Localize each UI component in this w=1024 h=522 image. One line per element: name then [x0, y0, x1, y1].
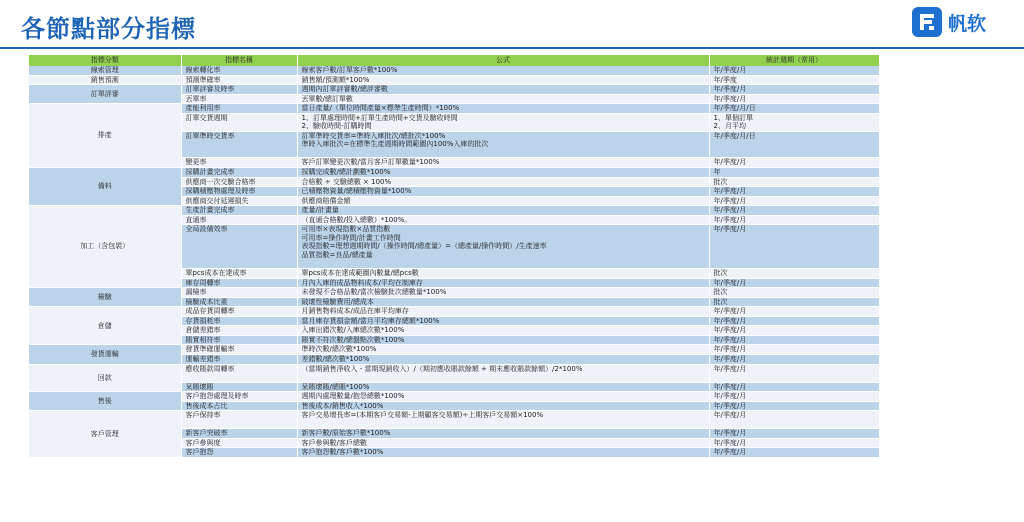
formula-line: 當日產量/（單位時間產量×標準生產時間）*100%: [301, 104, 460, 113]
category-cell: 銷售預測: [29, 75, 181, 85]
period-cell: [709, 316, 879, 326]
formula-line: 表現指數=理想週期時間/（操作時間/總產量）=（總產量/操作時間）/生產速率: [301, 242, 547, 251]
indicator-name-cell: 客戶抱怨: [181, 448, 297, 458]
period-line: 年/季度/月: [713, 335, 747, 344]
category-cell: 回款: [29, 364, 181, 392]
period-line: 批次: [713, 269, 728, 278]
period-line: 2、月平均: [713, 122, 746, 131]
indicator-name-cell: 倉儲差錯率: [181, 326, 297, 336]
category-cell: 線索管理: [29, 66, 181, 75]
period-line: 年/季度/月: [713, 438, 747, 447]
formula-line: 售後成本/銷售收入*100%: [301, 401, 384, 410]
formula-line: 單pcs成本在達成範圍內數量/總pcs數: [301, 269, 419, 278]
brand-name: 帆软: [948, 12, 987, 35]
period-line: 年/季度/月: [713, 448, 747, 457]
formula-cell: [297, 411, 709, 429]
indicator-name-cell: 客戶抱怨處理及時率: [181, 392, 297, 402]
period-line: 年/季度/月: [713, 364, 747, 373]
period-line: 年/季度/月: [713, 401, 747, 410]
period-line: 批次: [713, 177, 728, 186]
indicator-name-cell: 預測準確率: [181, 75, 297, 85]
indicator-name-cell: 變更率: [181, 158, 297, 168]
indicator-name-cell: 發貨準確運輸率: [181, 345, 297, 355]
period-cell: [709, 335, 879, 345]
formula-cell: [297, 448, 709, 458]
formula-cell: [297, 225, 709, 269]
period-line: 年/季度/月: [713, 196, 747, 205]
formula-cell: [297, 307, 709, 317]
indicator-name-cell: 直通率: [181, 215, 297, 225]
formula-line: 產量/計畫量: [301, 206, 339, 215]
formula-cell: [297, 94, 709, 104]
period-line: 年/季度/月: [713, 85, 747, 94]
period-line: 年/季度/月: [713, 429, 747, 438]
indicator-name-cell: 全局設備效率: [181, 225, 297, 269]
table-row: [29, 104, 879, 114]
period-cell: [709, 215, 879, 225]
period-cell: [709, 177, 879, 187]
indicator-table: [29, 55, 880, 458]
formula-cell: [297, 288, 709, 298]
period-line: 年/季度/月: [713, 392, 747, 401]
formula-line: 丟單數/總訂單數: [301, 94, 353, 103]
formula-line: 可用率×表現指數×品質指數: [301, 225, 391, 234]
formula-line: 品質指數=良品/總產量: [301, 250, 373, 259]
period-line: 年/季度/月: [713, 326, 747, 335]
formula-line: 當月庫存貨損金額/當月平均庫存總額*100%: [301, 316, 440, 325]
period-cell: [709, 104, 879, 114]
formula-line: 訂單準時交貨率=準時入庫批次/總批次*100%: [301, 131, 446, 140]
formula-line: 已積壓物資量/總積壓物資量*100%: [301, 187, 412, 196]
period-cell: [709, 364, 879, 382]
period-line: 年/季度/月: [713, 411, 747, 420]
indicator-name-cell: 售後成本占比: [181, 401, 297, 411]
indicator-name-cell: 呆賬壞賬: [181, 382, 297, 392]
table-row: [29, 206, 879, 216]
period-cell: [709, 438, 879, 448]
formula-cell: [297, 297, 709, 307]
period-line: 年/季度/月: [713, 382, 747, 391]
period-line: 年/季度/月: [713, 94, 747, 103]
category-cell: 發貨運輸: [29, 345, 181, 364]
category-cell: 倉儲: [29, 307, 181, 345]
formula-cell: [297, 269, 709, 279]
formula-cell: [297, 354, 709, 364]
formula-cell: [297, 429, 709, 439]
indicator-name-cell: 庫存周轉率: [181, 278, 297, 288]
indicator-name-cell: 採購計畫完成率: [181, 168, 297, 178]
period-cell: [709, 297, 879, 307]
formula-cell: [297, 316, 709, 326]
period-line: 年/季度/月: [713, 316, 747, 325]
formula-cell: [297, 206, 709, 216]
period-cell: [709, 168, 879, 178]
period-cell: [709, 411, 879, 429]
indicator-name-cell: 運輸差錯率: [181, 354, 297, 364]
indicator-name-cell: 丟單率: [181, 94, 297, 104]
period-cell: [709, 206, 879, 216]
indicator-name-cell: 成品存貨周轉率: [181, 307, 297, 317]
indicator-name-cell: 應收賬款周轉率: [181, 364, 297, 382]
category-cell: 客戶管理: [29, 411, 181, 458]
indicator-name-cell: 新客戶突破率: [181, 429, 297, 439]
indicator-name-cell: 供應商一次交驗合格率: [181, 177, 297, 187]
formula-cell: [297, 326, 709, 336]
formula-cell: [297, 278, 709, 288]
formula-cell: [297, 364, 709, 382]
period-cell: [709, 75, 879, 85]
period-cell: [709, 131, 879, 158]
fanruan-logo-icon: [912, 7, 942, 37]
period-cell: [709, 269, 879, 279]
period-cell: [709, 382, 879, 392]
indicator-name-cell: 線索轉化率: [181, 66, 297, 75]
formula-line: 月銷售物料成本/成品在庫平均庫存: [301, 307, 409, 316]
table-row: [29, 307, 879, 317]
brand-logo: [912, 5, 986, 39]
formula-cell: [297, 215, 709, 225]
table-row: [29, 75, 879, 85]
formula-cell: [297, 66, 709, 75]
period-cell: [709, 85, 879, 95]
column-header: 指標名稱: [181, 55, 297, 66]
indicator-name-cell: 存貨損耗率: [181, 316, 297, 326]
formula-line: 未發現不合格品數/當次檢驗批次總數量*100%: [301, 288, 447, 297]
indicator-name-cell: 檢驗成本比重: [181, 297, 297, 307]
formula-line: 採購完成數/總計劃數*100%: [301, 168, 391, 177]
formula-line: 準時次數/總次數*100%: [301, 345, 377, 354]
category-cell: 排產: [29, 104, 181, 168]
formula-cell: [297, 104, 709, 114]
period-line: 批次: [713, 297, 728, 306]
period-cell: [709, 326, 879, 336]
formula-line: 可用率=操作時間/計畫工作時間: [301, 233, 401, 242]
category-cell: 檢驗: [29, 288, 181, 307]
formula-line: 客戶參與數/客戶總數: [301, 438, 367, 447]
period-cell: [709, 429, 879, 439]
formula-line: 供應商賠償金額: [301, 196, 351, 205]
formula-line: （直通合格數/投入總數）*100%。: [301, 215, 412, 224]
formula-line: 客戶抱怨數/客戶數*100%: [301, 448, 384, 457]
period-line: 年/季度/月: [713, 187, 747, 196]
period-cell: [709, 113, 879, 131]
period-line: 年/季度/月: [713, 278, 747, 287]
formula-line: [302, 373, 709, 382]
formula-cell: [297, 131, 709, 158]
period-line: 1、單個訂單: [713, 113, 753, 122]
period-cell: [709, 158, 879, 168]
table-row: [29, 411, 879, 429]
formula-line: 線索客戶數/訂單客戶數*100%: [301, 66, 398, 74]
period-line: 年/季度/月: [713, 345, 747, 354]
table-row: [29, 392, 879, 402]
indicator-name-cell: 產能利用率: [181, 104, 297, 114]
period-cell: [709, 187, 879, 197]
indicator-name-cell: 供應商交付延遲損失: [181, 196, 297, 206]
formula-cell: [297, 85, 709, 95]
formula-line: 週期內訂單評審數/總評審數: [301, 85, 388, 94]
period-line: 年/季度: [713, 75, 737, 84]
table-row: [29, 85, 879, 95]
indicator-name-cell: 漏檢率: [181, 288, 297, 298]
page-title: 各節點部分指標: [21, 15, 196, 43]
formula-line: 週期內處理數量/抱怨總數*100%: [301, 392, 405, 401]
column-header: 公式: [297, 55, 709, 66]
formula-line: 客戶交易增長率=(本期客戶交易額-上期顧客交易額)÷上期客戶交易額×100%: [301, 411, 544, 420]
period-cell: [709, 448, 879, 458]
period-line: 年: [713, 168, 721, 177]
formula-line: [302, 259, 709, 268]
indicator-name-cell: 客戶參與度: [181, 438, 297, 448]
indicator-name-cell: 訂單評審及時率: [181, 85, 297, 95]
period-line: 年/季度/月: [713, 206, 747, 215]
indicator-name-cell: 生產計畫完成率: [181, 206, 297, 216]
formula-line: 準時入庫批次=在標準生產週期時間範圍內100%入庫的批次: [301, 140, 489, 149]
period-line: 批次: [713, 288, 728, 297]
formula-cell: [297, 158, 709, 168]
period-line: 年/季度/月/日: [713, 131, 756, 140]
period-line: 年/季度/月: [713, 158, 747, 167]
period-line: 年/季度/月: [713, 307, 747, 316]
period-cell: [709, 345, 879, 355]
indicator-name-cell: 訂單準時交貨率: [181, 131, 297, 158]
indicator-name-cell: 客戶保持率: [181, 411, 297, 429]
formula-line: 客戶訂單變更次數/當月客戶訂單數量*100%: [301, 158, 440, 167]
formula-cell: [297, 177, 709, 187]
formula-cell: [297, 392, 709, 402]
formula-line: 2、驗收時間-訂購時間: [301, 122, 372, 131]
table-body: [29, 66, 879, 457]
period-line: 年/季度/月: [713, 66, 747, 74]
table-row: [29, 66, 879, 75]
formula-line: [302, 420, 709, 429]
formula-cell: [297, 187, 709, 197]
indicator-name-cell: 訂單交貨週期: [181, 113, 297, 131]
period-cell: [709, 225, 879, 269]
period-cell: [709, 94, 879, 104]
indicator-name-cell: 賬實相符率: [181, 335, 297, 345]
period-line: 年/季度/月: [713, 215, 747, 224]
indicator-name-cell: 採購積壓物處理及時率: [181, 187, 297, 197]
formula-line: 賬實不符次數/總盤點次數*100%: [301, 335, 405, 344]
title-underline: [0, 47, 1024, 49]
formula-cell: [297, 75, 709, 85]
indicator-name-cell: 單pcs成本在達成率: [181, 269, 297, 279]
formula-cell: [297, 335, 709, 345]
category-cell: 訂單評審: [29, 85, 181, 104]
formula-line: 合格數 ÷ 交驗總數 × 100%: [301, 177, 392, 186]
formula-line: 月內入庫的成品物料成本/平均在制庫存: [301, 278, 423, 287]
period-cell: [709, 66, 879, 75]
period-cell: [709, 278, 879, 288]
table-row: [29, 364, 879, 382]
table-header-row: [29, 55, 879, 66]
period-line: 年/季度/月: [713, 225, 747, 234]
formula-cell: [297, 345, 709, 355]
period-cell: [709, 288, 879, 298]
formula-cell: [297, 401, 709, 411]
period-cell: [709, 196, 879, 206]
formula-line: 銷售額/預測額*100%: [301, 75, 370, 84]
formula-line: 入庫出錯次數/入庫總次數*100%: [301, 326, 405, 335]
formula-line: [302, 149, 709, 158]
formula-line: 差錯數/總次數*100%: [301, 354, 370, 363]
formula-line: 破壞性檢驗費用/總成本: [301, 297, 374, 306]
formula-cell: [297, 196, 709, 206]
formula-cell: [297, 113, 709, 131]
formula-line: 新客戶數/原始客戶數*100%: [301, 429, 391, 438]
period-cell: [709, 307, 879, 317]
formula-line: 呆賬壞賬/總賬*100%: [301, 382, 370, 391]
formula-cell: [297, 382, 709, 392]
column-header: 統計週期（常用）: [709, 55, 879, 66]
formula-line: 1、訂單處理時間+訂單生產時間+交貨及驗收時間: [301, 113, 458, 122]
table-row: [29, 168, 879, 178]
period-line: 年/季度/月/日: [713, 104, 756, 113]
period-line: 年/季度/月: [713, 354, 747, 363]
period-cell: [709, 401, 879, 411]
formula-line: （當期銷售淨收入 - 當期現銷收入）/（期初應收賬款餘額 + 期末應收賬款餘額）/2*100%: [301, 364, 583, 373]
period-cell: [709, 392, 879, 402]
period-cell: [709, 354, 879, 364]
column-header: 指標分類: [29, 55, 181, 66]
category-cell: 加工（含包裝）: [29, 206, 181, 288]
table-row: [29, 345, 879, 355]
table-row: [29, 288, 879, 298]
category-cell: 售後: [29, 392, 181, 411]
category-cell: 備料: [29, 168, 181, 206]
formula-cell: [297, 438, 709, 448]
formula-cell: [297, 168, 709, 178]
